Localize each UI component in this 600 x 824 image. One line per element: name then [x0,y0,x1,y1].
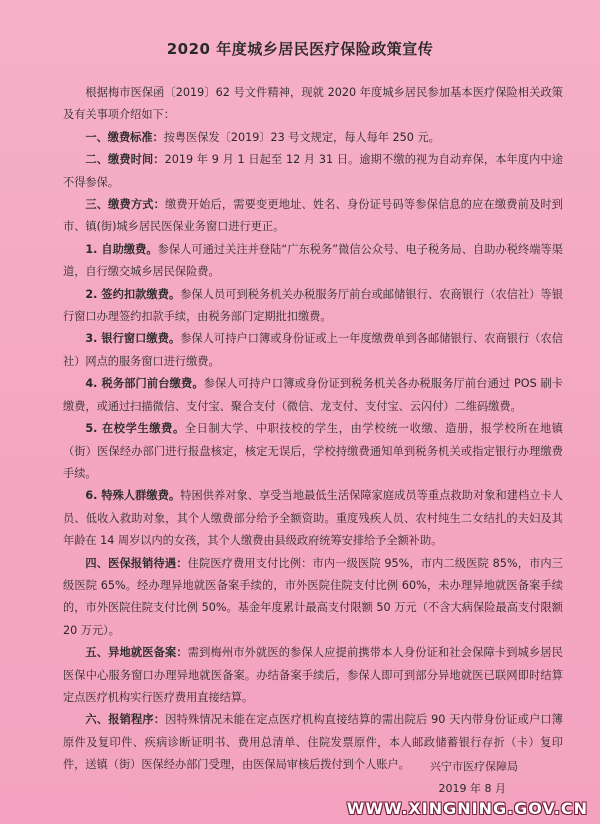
site-watermark: WWW.XINGNING.GOV.CN [346,799,588,818]
document-title: 2020 年度城乡居民医疗保险政策宣传 [166,40,434,58]
document-footer [430,756,518,800]
section-heading: 1. 自助缴费。 [85,242,158,256]
section-paragraph [63,239,563,284]
section-paragraph [63,418,563,485]
section-paragraph [63,553,563,643]
section-text: 需到梅州市外就医的参保人应提前携带本人身份证和社会保障卡到城乡居民医保中心服务窗口办理异地就医备案。办结备案手续后，参保人即可到部分异地就医已联网即时结算定点医疗机构实行医疗费用直接结算。 [63,646,563,704]
section-paragraph [63,328,563,373]
issue-date: 2019 年 8 月 [438,782,506,795]
section-heading: 四、医保报销待遇： [85,556,188,570]
section-heading: 2. 签约扣款缴费。 [85,287,181,301]
section-heading: 二、缴费时间： [85,153,165,167]
section-heading: 三、缴费方式： [85,198,166,212]
section-paragraph [63,194,563,239]
section-text: 参保人可持户口簿或身份证到税务机关各办税服务厅前台通过 POS 刷卡缴费，或通过扫描微信、支付宝、聚合支付（微信、龙支付、支付宝、云闪付）二维码缴费。 [63,377,563,413]
section-text: 特困供养对象、享受当地最低生活保障家庭成员等重点救助对象和建档立卡人员、低收入救助对象，其个人缴费部分给予全额资助。重度残疾人员、农村纯生二女结扎的夫妇及其年龄在 14 周岁以内的女孩，其个人缴费由县级政府统筹安排给予全额补助。 [63,489,563,548]
section-heading: 3. 银行窗口缴费。 [85,332,181,346]
section-paragraph [63,373,563,418]
issuer-name: 兴宁市医疗保障局 [430,760,518,773]
document-body [63,82,563,777]
section-text: 住院医疗费用支付比例：市内一级医院 95%，市内二级医院 85%，市内三级医院 65%。经办理异地就医备案手续的，市外医院住院支付比例 60%，未办理异地就医备案手续的，市外医院住院支付比例 50%。基金年度累计最高支付限额 50 万元（不含大病保险最高支付限额 20 万元）。 [63,556,563,637]
section-text: 因特殊情况未能在定点医疗机构直接结算的需出院后 90 天内带身份证或户口簿原件及复印件、疾病诊断证明书、费用总清单、住院发票原件，本人邮政储蓄银行存折（卡）复印件，送镇（街）医保经办部门受理，由医保局审核后拨付到个人账户。 [63,713,563,772]
section-heading: 5. 在校学生缴费。 [85,422,185,436]
section-heading: 六、报销程序： [85,713,166,727]
section-heading: 五、异地就医备案： [85,646,188,660]
section-paragraph [63,284,563,329]
section-heading: 4. 税务部门前台缴费。 [85,377,204,391]
section-paragraph [63,485,563,552]
section-paragraph [63,149,563,194]
section-text: 全日制大学、中职技校的学生，由学校统一收缴、造册，报学校所在地镇（街）医保经办部门进行报盘核定，核定无误后，学校持缴费通知单到税务机关或指定银行办理缴费手续。 [63,422,563,480]
section-heading: 一、缴费标准： [85,130,164,144]
section-paragraph [63,127,563,149]
section-text: 参保人员可到税务机关办税服务厅前台或邮储银行、农商银行（农信社）等银行窗口办理签约扣款手续，由税务部门定期批扣缴费。 [63,287,563,324]
section-text: 按粤医保发〔2019〕23 号文规定，每人每年 250 元。 [163,130,440,144]
section-heading: 6. 特殊人群缴费。 [85,489,181,503]
section-text: 参保人可持户口簿或身份证或上一年度缴费单到各邮储银行、农商银行（农信社）网点的服务窗口进行缴费。 [63,332,563,368]
intro-paragraph: 根据梅市医保函〔2019〕62 号文件精神，现就 2020 年度城乡居民参加基本医疗保险相关政策及有关事项介绍如下： [63,86,563,122]
section-text: 缴费开始后，需要变更地址、姓名、身份证号码等参保信息的应在缴费前及时到市、镇(街)城乡居民医保业务窗口进行更正。 [63,198,563,234]
section-paragraph [63,642,563,709]
section-text: 2019 年 9 月 1 日起至 12 月 31 日。逾期不缴的视为自动弃保，本年度内中途不得参保。 [63,153,563,189]
section-text: 参保人可通过关注并登陆“广东税务”微信公众号、电子税务局、自助办税终端等渠道，自行缴交城乡居民保险费。 [63,242,563,279]
